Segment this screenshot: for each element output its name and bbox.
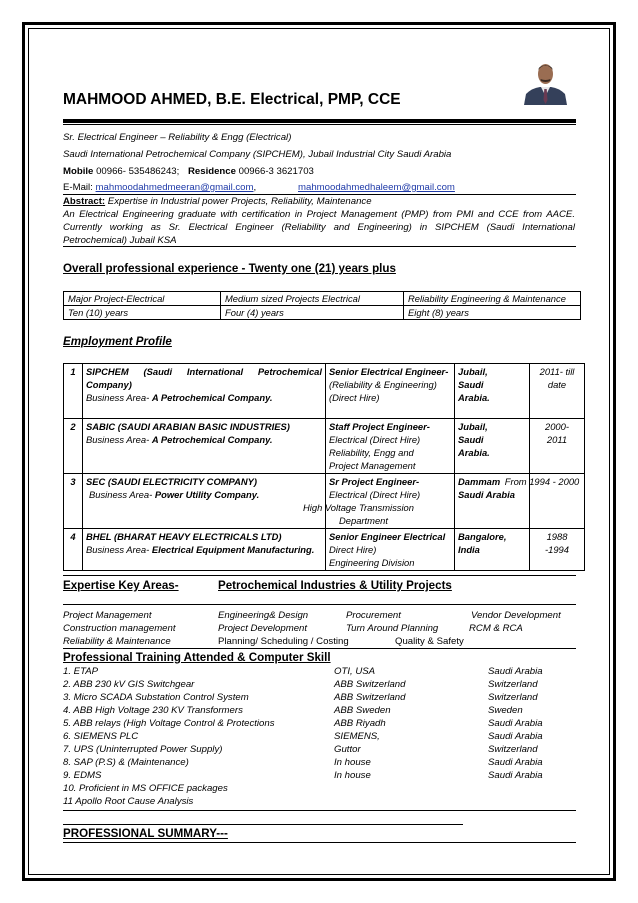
location: India: [458, 544, 480, 555]
company-name-cont: Company): [86, 379, 132, 390]
business-area-label: Business Area-: [86, 434, 150, 445]
role-title: Senior Electrical Engineer-: [329, 366, 449, 377]
training-location: Switzerland: [488, 692, 538, 703]
role-cell: [326, 529, 455, 571]
expertise-rule: [63, 604, 576, 605]
expertise-item: Vendor Development: [471, 610, 561, 621]
company-name: SIPCHEM (Saudi International Petrochemical: [86, 366, 322, 377]
training-rule: [63, 824, 463, 825]
date-range: date: [547, 379, 567, 390]
expertise-item: Project Management: [63, 610, 152, 621]
location: Saudi: [458, 434, 484, 445]
contact-phones: [63, 165, 314, 178]
training-provider: ABB Riyadh: [334, 718, 386, 729]
expertise-item: RCM & RCA: [469, 623, 523, 634]
employment-heading: Employment Profile: [63, 335, 172, 348]
role-detail: Department: [339, 515, 388, 526]
company-cell: [83, 364, 326, 419]
email-link-primary[interactable]: mahmoodahmedmeeran@gmail.com: [95, 182, 254, 193]
training-item: 7. UPS (Uninterrupted Power Supply): [63, 744, 223, 755]
role-cell: [326, 419, 455, 474]
table-row: [64, 419, 585, 474]
role-detail: High Voltage Transmission: [303, 502, 414, 513]
training-location: Saudi Arabia: [488, 666, 543, 677]
profile-photo: [522, 60, 569, 105]
training-item: 8. SAP (P.S) & (Maintenance): [63, 757, 189, 768]
company-cell: [83, 474, 326, 529]
header-rule-thin: [63, 124, 576, 125]
table-row: [64, 364, 585, 419]
role-detail: (Reliability & Engineering): [329, 379, 437, 390]
email-link-secondary[interactable]: mahmoodahmedhaleem@gmail.com: [298, 182, 455, 193]
role-detail: Electrical (Direct Hire): [329, 434, 421, 445]
business-area: A Petrochemical Company.: [151, 434, 273, 445]
abstract-line: [63, 195, 372, 208]
role-title: Senior Engineer Electrical: [329, 531, 446, 542]
date-cell: [530, 529, 585, 571]
expertise-subheading: Petrochemical Industries & Utility Projects: [218, 579, 452, 592]
training-provider: ABB Switzerland: [334, 692, 406, 703]
candidate-name: MAHMOOD AHMED, B.E. Electrical, PMP, CCE: [63, 91, 401, 108]
location: Saudi Arabia: [458, 489, 515, 500]
location: Jubail,: [458, 421, 488, 432]
training-provider: ABB Sweden: [334, 705, 391, 716]
expertise-item: Construction management: [63, 623, 176, 634]
role-detail: Project Management: [329, 460, 416, 471]
date-range: 2011- till: [539, 366, 575, 377]
email-secondary: [298, 181, 455, 194]
table-cell: Ten (10) years: [64, 306, 221, 320]
row-number: 2: [64, 419, 83, 474]
training-provider: In house: [334, 757, 371, 768]
role-detail: Electrical (Direct Hire): [329, 489, 421, 500]
expertise-item: Engineering& Design: [218, 610, 309, 621]
role-title: Sr Project Engineer-: [329, 476, 420, 487]
residence-label: Residence: [187, 166, 236, 177]
date-range: 1988: [546, 531, 568, 542]
summary-paragraph: An Electrical Engineering graduate with certification in Project Management (PMP) from PMI and CCE from AACE. Currently working as Sr. Electrical Engineer (Reliability and Engineering) in SIPCHEM (Saudi International Petrochemical) Jubail KSA: [63, 209, 575, 246]
table-cell: Eight (8) years: [404, 306, 581, 320]
business-area-label: Business Area-: [86, 544, 150, 555]
training-item: 3. Micro SCADA Substation Control System: [63, 692, 249, 703]
training-provider: OTI, USA: [334, 666, 376, 677]
expertise-bottom-rule: [63, 648, 576, 649]
role-detail: Reliability, Engg and: [329, 447, 414, 458]
training-provider: ABB Switzerland: [334, 679, 406, 690]
training-location: Saudi Arabia: [488, 770, 543, 781]
training-item: 10. Proficient in MS OFFICE packages: [63, 783, 228, 794]
residence-value: 00966-3 3621703: [238, 166, 314, 177]
table-row: [64, 529, 585, 571]
training-item: 5. ABB relays (High Voltage Control & Protections: [63, 718, 275, 729]
employment-table: [63, 363, 585, 571]
mobile-value: 00966- 535486243;: [96, 166, 180, 177]
role-title: Staff Project Engineer-: [329, 421, 430, 432]
email-label: E-Mail:: [63, 182, 93, 193]
training-provider: Guttor: [334, 744, 361, 755]
expertise-top-rule: [63, 575, 576, 576]
training-location: Saudi Arabia: [488, 718, 543, 729]
training-location: Saudi Arabia: [488, 757, 543, 768]
role-cell: [303, 474, 455, 529]
contact-email-row: [63, 181, 256, 194]
table-row: [64, 292, 581, 306]
table-row: [64, 306, 581, 320]
training-location: Switzerland: [488, 744, 538, 755]
role-detail: Engineering Division: [329, 557, 415, 568]
business-area: Power Utility Company.: [154, 489, 260, 500]
email-separator: ,: [253, 182, 257, 193]
location-cell: [455, 529, 530, 571]
location: Arabia.: [458, 447, 490, 458]
business-area-label: Business Area-: [89, 489, 153, 500]
training-provider: In house: [334, 770, 371, 781]
date-range: -1994: [545, 544, 569, 555]
location: Saudi: [458, 379, 484, 390]
training-item: 9. EDMS: [63, 770, 102, 781]
role-line: Sr. Electrical Engineer – Reliability & Engg (Electrical): [63, 132, 292, 143]
training-provider: SIEMENS,: [334, 731, 380, 742]
expertise-item: Quality & Safety: [395, 636, 464, 647]
abstract-label: Abstract:: [63, 196, 106, 207]
table-cell: Major Project-Electrical: [64, 292, 221, 306]
company-name: BHEL (BHARAT HEAVY ELECTRICALS LTD): [86, 531, 282, 542]
abstract-text: Expertise in Industrial power Projects, Reliability, Maintenance: [107, 196, 372, 207]
company-name: SABIC (SAUDI ARABIAN BASIC INDUSTRIES): [86, 421, 290, 432]
training-location: Saudi Arabia: [488, 731, 543, 742]
summary-rule: [63, 246, 576, 247]
training-item: 4. ABB High Voltage 230 KV Transformers: [63, 705, 243, 716]
date-range: 2000-: [545, 421, 569, 432]
expertise-heading: Expertise Key Areas-: [63, 579, 179, 592]
date-range: 2011: [546, 434, 568, 445]
date-cell: [504, 474, 585, 529]
location-cell: [455, 419, 530, 474]
company-cell: [83, 419, 326, 474]
row-number: 3: [64, 474, 83, 529]
training-item: 1. ETAP: [63, 666, 99, 677]
summary-bottom-rule: [63, 842, 576, 843]
role-detail: Direct Hire): [329, 544, 377, 555]
table-row: [64, 474, 585, 529]
training-heading: Professional Training Attended & Computer Skill: [63, 651, 331, 664]
row-number: 4: [64, 529, 83, 571]
expertise-item: Procurement: [346, 610, 401, 621]
professional-summary-heading: PROFESSIONAL SUMMARY---: [63, 827, 228, 840]
table-cell: Four (4) years: [221, 306, 404, 320]
training-location: Switzerland: [488, 679, 538, 690]
training-item: 11 Apollo Root Cause Analysis: [63, 796, 194, 807]
location-cell: [455, 364, 530, 419]
table-cell: Medium sized Projects Electrical: [221, 292, 404, 306]
date-cell: [530, 364, 585, 419]
table-cell: Reliability Engineering & Maintenance: [404, 292, 581, 306]
company-cell: [83, 529, 326, 571]
location: Jubail,: [458, 366, 488, 377]
location: Arabia.: [458, 392, 490, 403]
header-rule-thick: [63, 119, 576, 123]
business-area: Electrical Equipment Manufacturing.: [151, 544, 315, 555]
expertise-item: Turn Around Planning: [346, 623, 439, 634]
experience-heading: Overall professional experience - Twenty one (21) years plus: [63, 262, 396, 275]
location: Dammam: [458, 476, 501, 487]
training-end-rule: [63, 810, 576, 811]
role-detail: (Direct Hire): [329, 392, 380, 403]
role-cell: [326, 364, 455, 419]
training-item: 6. SIEMENS PLC: [63, 731, 139, 742]
row-number: 1: [64, 364, 83, 419]
company-name: SEC (SAUDI ELECTRICITY COMPANY): [86, 476, 258, 487]
company-line: Saudi International Petrochemical Company (SIPCHEM), Jubail Industrial City Saudi Arabia: [63, 149, 452, 160]
location: Bangalore,: [458, 531, 507, 542]
date-cell: [530, 419, 585, 474]
training-location: Sweden: [488, 705, 523, 716]
date-range: From 1994 - 2000: [504, 476, 580, 487]
business-area: A Petrochemical Company.: [151, 392, 273, 403]
expertise-item: Planning/ Scheduling / Costing: [218, 636, 349, 647]
training-item: 2. ABB 230 kV GIS Switchgear: [63, 679, 195, 690]
expertise-item: Reliability & Maintenance: [63, 636, 171, 647]
business-area-label: Business Area-: [86, 392, 150, 403]
mobile-label: Mobile: [63, 166, 94, 177]
expertise-item: Project Development: [218, 623, 308, 634]
experience-table: [63, 291, 581, 320]
